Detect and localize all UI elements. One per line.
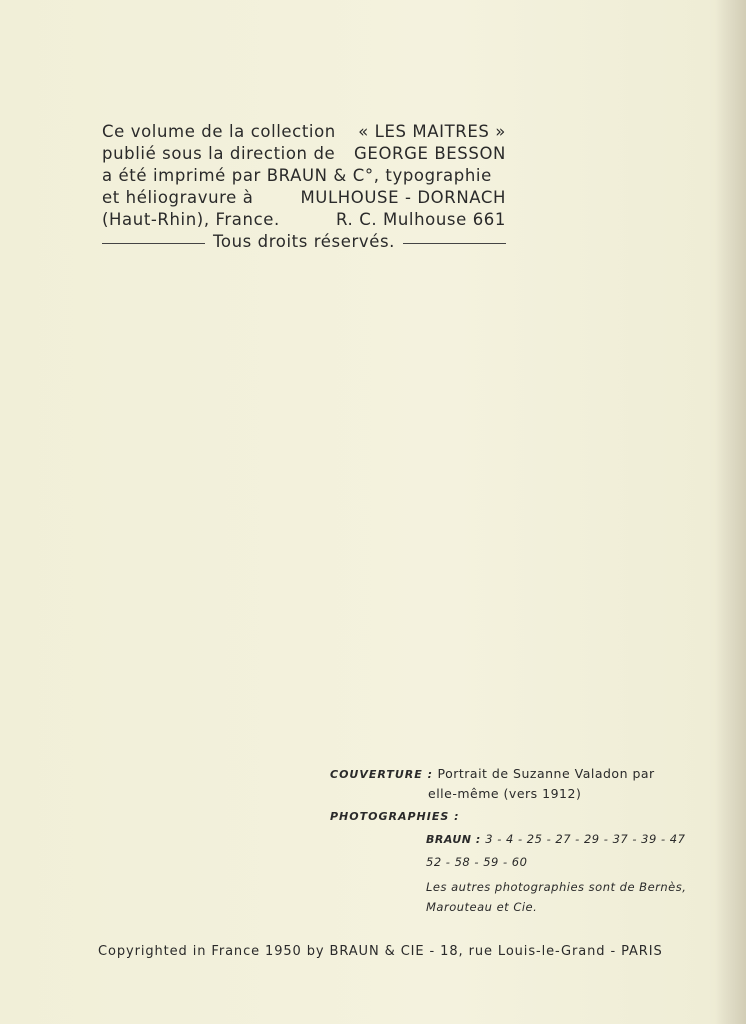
braun-numbers-2: 52 - 58 - 59 - 60 (426, 855, 528, 869)
credits-block (330, 764, 690, 917)
colophon-line-4-right: MULHOUSE - DORNACH (300, 188, 506, 207)
others-text-2: Marouteau et Cie. (426, 900, 538, 914)
colophon-line-4-left: et héliogravure à (102, 188, 254, 207)
rights-text: Tous droits réservés. (213, 232, 396, 251)
colophon-line-4 (102, 187, 506, 209)
colophon (102, 121, 506, 253)
cover-text-2-row (330, 784, 690, 803)
colophon-line-5 (102, 209, 506, 231)
copyright-text: Copyrighted in France 1950 by BRAUN & CIE - 18, rue Louis-le-Grand - PARIS (98, 944, 663, 959)
braun-row (330, 829, 690, 849)
photos-label: PHOTOGRAPHIES : (330, 810, 460, 823)
others-row-1 (330, 877, 690, 897)
others-text-1: Les autres photographies sont de Bernès, (426, 880, 687, 894)
braun-numbers-1: 3 - 4 - 25 - 27 - 29 - 37 - 39 - 47 (485, 832, 686, 846)
colophon-line-1 (102, 121, 506, 143)
rights-rule-left (102, 243, 205, 244)
braun-row-2 (330, 852, 690, 872)
copyright-footer (98, 944, 678, 959)
braun-label: BRAUN : (426, 833, 481, 846)
cover-text-2: elle-même (vers 1912) (428, 786, 582, 801)
colophon-line-1-right: « LES MAITRES » (358, 122, 506, 141)
rights-rule-right (403, 243, 506, 244)
colophon-line-5-left: (Haut-Rhin), France. (102, 210, 280, 229)
colophon-line-2-right: GEORGE BESSON (354, 144, 506, 163)
colophon-line-2 (102, 143, 506, 165)
page-edge-shadow (716, 0, 746, 1024)
colophon-line-3 (102, 165, 506, 187)
others-row-2 (330, 897, 690, 917)
cover-credit (330, 764, 690, 784)
cover-text-1: Portrait de Suzanne Valadon par (437, 766, 655, 781)
colophon-line-1-left: Ce volume de la collection (102, 122, 336, 141)
colophon-line-5-right: R. C. Mulhouse 661 (336, 210, 506, 229)
colophon-line-2-left: publié sous la direction de (102, 144, 336, 163)
colophon-line-3-text: a été imprimé par BRAUN & C°, typographie (102, 166, 492, 185)
rights-line (102, 231, 506, 253)
photos-label-row (330, 806, 690, 826)
cover-label: COUVERTURE : (330, 768, 434, 781)
